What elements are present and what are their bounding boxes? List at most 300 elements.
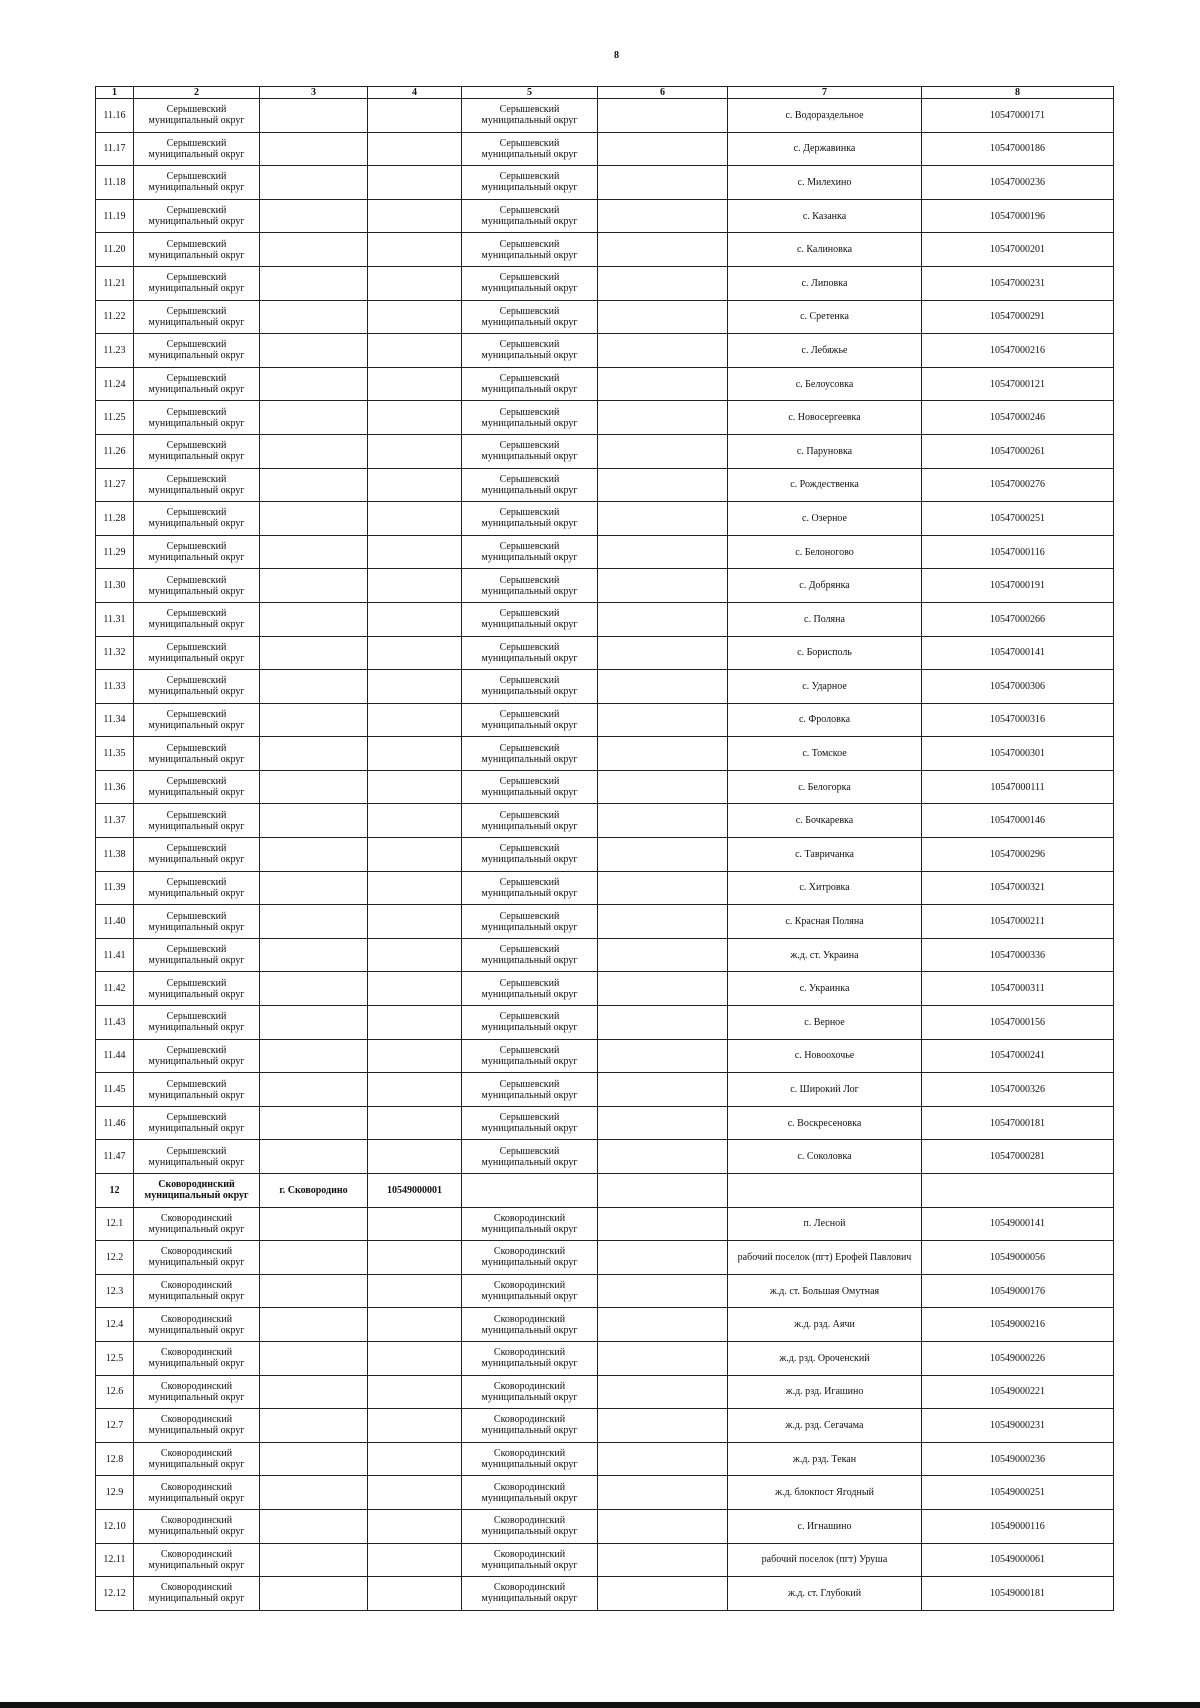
district-cell: Серышевский муниципальный округ bbox=[134, 367, 260, 401]
row-number: 11.24 bbox=[96, 367, 134, 401]
oktmo-code-cell: 10549000226 bbox=[922, 1341, 1114, 1375]
table-row bbox=[96, 804, 1114, 838]
municipality-cell: Сковородинский муниципальный округ bbox=[462, 1409, 598, 1443]
column-6-cell bbox=[598, 1308, 728, 1342]
settlement-name-cell: с. Новосергеевка bbox=[728, 401, 922, 435]
row-number: 12.12 bbox=[96, 1577, 134, 1611]
settlement-name-cell: ж.д. рзд. Игашино bbox=[728, 1375, 922, 1409]
district-cell: Серышевский муниципальный округ bbox=[134, 636, 260, 670]
municipality-cell: Серышевский муниципальный округ bbox=[462, 838, 598, 872]
column-6-cell bbox=[598, 569, 728, 603]
row-number: 11.28 bbox=[96, 502, 134, 536]
oktmo-code-cell: 10547000281 bbox=[922, 1140, 1114, 1174]
row-number: 11.44 bbox=[96, 1039, 134, 1073]
district-cell: Сковородинский муниципальный округ bbox=[134, 1409, 260, 1443]
settlement-name-cell: с. Белоусовка bbox=[728, 367, 922, 401]
row-number: 11.33 bbox=[96, 670, 134, 704]
table-row bbox=[96, 132, 1114, 166]
table-row bbox=[96, 602, 1114, 636]
admin-center-code-cell bbox=[368, 199, 462, 233]
admin-center-code-cell bbox=[368, 132, 462, 166]
admin-center-cell bbox=[260, 1476, 368, 1510]
admin-center-code-cell bbox=[368, 1409, 462, 1443]
row-number: 11.32 bbox=[96, 636, 134, 670]
column-6-cell bbox=[598, 266, 728, 300]
municipality-cell: Серышевский муниципальный округ bbox=[462, 804, 598, 838]
settlement-name-cell: ж.д. рзд. Текан bbox=[728, 1442, 922, 1476]
row-number: 11.35 bbox=[96, 737, 134, 771]
municipality-cell: Серышевский муниципальный округ bbox=[462, 468, 598, 502]
admin-center-cell bbox=[260, 166, 368, 200]
table-row bbox=[96, 905, 1114, 939]
row-number: 11.19 bbox=[96, 199, 134, 233]
table-row bbox=[96, 1409, 1114, 1443]
district-cell: Серышевский муниципальный округ bbox=[134, 972, 260, 1006]
municipality-cell: Серышевский муниципальный округ bbox=[462, 502, 598, 536]
district-cell: Серышевский муниципальный округ bbox=[134, 199, 260, 233]
row-number: 11.26 bbox=[96, 434, 134, 468]
row-number: 11.29 bbox=[96, 535, 134, 569]
row-number: 11.30 bbox=[96, 569, 134, 603]
district-cell: Сковородинский муниципальный округ bbox=[134, 1543, 260, 1577]
oktmo-code-cell: 10547000241 bbox=[922, 1039, 1114, 1073]
admin-center-cell bbox=[260, 535, 368, 569]
row-number: 11.38 bbox=[96, 838, 134, 872]
admin-center-cell bbox=[260, 737, 368, 771]
admin-center-cell bbox=[260, 972, 368, 1006]
settlement-name-cell: рабочий поселок (пгт) Ерофей Павлович bbox=[728, 1241, 922, 1275]
district-cell: Серышевский муниципальный округ bbox=[134, 334, 260, 368]
district-cell: Сковородинский муниципальный округ bbox=[134, 1577, 260, 1611]
municipality-cell: Сковородинский муниципальный округ bbox=[462, 1543, 598, 1577]
row-number: 11.42 bbox=[96, 972, 134, 1006]
settlement-name-cell: с. Верное bbox=[728, 1006, 922, 1040]
column-6-cell bbox=[598, 737, 728, 771]
admin-center-cell bbox=[260, 502, 368, 536]
table-row bbox=[96, 1241, 1114, 1275]
admin-center-cell bbox=[260, 1073, 368, 1107]
row-number: 11.18 bbox=[96, 166, 134, 200]
oktmo-code-cell: 10549000251 bbox=[922, 1476, 1114, 1510]
district-cell: Серышевский муниципальный округ bbox=[134, 938, 260, 972]
district-cell: Серышевский муниципальный округ bbox=[134, 838, 260, 872]
municipality-cell: Серышевский муниципальный округ bbox=[462, 1140, 598, 1174]
settlement-name-cell: с. Белогорка bbox=[728, 770, 922, 804]
column-6-cell bbox=[598, 166, 728, 200]
admin-center-code-cell bbox=[368, 1509, 462, 1543]
row-number: 12.11 bbox=[96, 1543, 134, 1577]
settlement-name-cell: с. Паруновка bbox=[728, 434, 922, 468]
row-number: 11.25 bbox=[96, 401, 134, 435]
oktmo-code-cell: 10547000276 bbox=[922, 468, 1114, 502]
municipality-cell: Серышевский муниципальный округ bbox=[462, 938, 598, 972]
settlement-name-cell: с. Ударное bbox=[728, 670, 922, 704]
settlement-name-cell: с. Озерное bbox=[728, 502, 922, 536]
table-body bbox=[96, 87, 1114, 1611]
municipality-cell: Серышевский муниципальный округ bbox=[462, 266, 598, 300]
admin-center-cell bbox=[260, 233, 368, 267]
municipality-cell: Серышевский муниципальный округ bbox=[462, 871, 598, 905]
row-number: 11.37 bbox=[96, 804, 134, 838]
table-row bbox=[96, 1341, 1114, 1375]
row-number: 11.40 bbox=[96, 905, 134, 939]
column-6-cell bbox=[598, 99, 728, 133]
table-row bbox=[96, 1006, 1114, 1040]
oktmo-code-cell: 10547000316 bbox=[922, 703, 1114, 737]
admin-center-cell bbox=[260, 1509, 368, 1543]
row-number: 12.7 bbox=[96, 1409, 134, 1443]
column-6-cell bbox=[598, 703, 728, 737]
admin-center-cell bbox=[260, 367, 368, 401]
district-cell: Серышевский муниципальный округ bbox=[134, 703, 260, 737]
admin-center-code-cell bbox=[368, 233, 462, 267]
district-cell: Серышевский муниципальный округ bbox=[134, 804, 260, 838]
admin-center-cell bbox=[260, 132, 368, 166]
table-row bbox=[96, 468, 1114, 502]
municipality-cell: Серышевский муниципальный округ bbox=[462, 569, 598, 603]
row-number: 11.47 bbox=[96, 1140, 134, 1174]
column-6-cell bbox=[598, 1274, 728, 1308]
row-number: 11.34 bbox=[96, 703, 134, 737]
admin-center-cell bbox=[260, 434, 368, 468]
oktmo-code-cell: 10547000196 bbox=[922, 199, 1114, 233]
district-cell: Серышевский муниципальный округ bbox=[134, 300, 260, 334]
municipality-cell: Серышевский муниципальный округ bbox=[462, 1006, 598, 1040]
district-cell: Сковородинский муниципальный округ bbox=[134, 1207, 260, 1241]
settlement-name-cell: рабочий поселок (пгт) Уруша bbox=[728, 1543, 922, 1577]
admin-center-cell bbox=[260, 770, 368, 804]
settlement-name-cell: с. Бочкаревка bbox=[728, 804, 922, 838]
table-row bbox=[96, 266, 1114, 300]
oktmo-code-cell: 10549000176 bbox=[922, 1274, 1114, 1308]
admin-center-code-cell bbox=[368, 602, 462, 636]
municipality-cell: Сковородинский муниципальный округ bbox=[462, 1274, 598, 1308]
column-6-cell bbox=[598, 1543, 728, 1577]
municipality-cell: Сковородинский муниципальный округ bbox=[462, 1341, 598, 1375]
row-number: 11.31 bbox=[96, 602, 134, 636]
admin-center-code-cell: 10549000001 bbox=[368, 1174, 462, 1208]
oktmo-code-cell: 10547000291 bbox=[922, 300, 1114, 334]
district-cell: Серышевский муниципальный округ bbox=[134, 602, 260, 636]
settlement-name-cell: ж.д. рзд. Аячи bbox=[728, 1308, 922, 1342]
district-cell: Серышевский муниципальный округ bbox=[134, 1140, 260, 1174]
table-row bbox=[96, 233, 1114, 267]
admin-center-cell bbox=[260, 300, 368, 334]
municipality-cell: Серышевский муниципальный округ bbox=[462, 636, 598, 670]
admin-center-code-cell bbox=[368, 434, 462, 468]
settlement-name-cell: п. Лесной bbox=[728, 1207, 922, 1241]
oktmo-code-cell: 10549000236 bbox=[922, 1442, 1114, 1476]
oktmo-code-cell: 10549000141 bbox=[922, 1207, 1114, 1241]
settlement-name-cell: с. Поляна bbox=[728, 602, 922, 636]
column-6-cell bbox=[598, 334, 728, 368]
row-number: 12.10 bbox=[96, 1509, 134, 1543]
district-cell: Сковородинский муниципальный округ bbox=[134, 1442, 260, 1476]
district-cell: Серышевский муниципальный округ bbox=[134, 434, 260, 468]
oktmo-code-cell: 10547000236 bbox=[922, 166, 1114, 200]
column-6-cell bbox=[598, 1174, 728, 1208]
admin-center-code-cell bbox=[368, 1375, 462, 1409]
settlement-name-cell: с. Державинка bbox=[728, 132, 922, 166]
column-6-cell bbox=[598, 1207, 728, 1241]
row-number: 12.1 bbox=[96, 1207, 134, 1241]
admin-center-code-cell bbox=[368, 1308, 462, 1342]
district-cell: Серышевский муниципальный округ bbox=[134, 266, 260, 300]
admin-center-code-cell bbox=[368, 1341, 462, 1375]
admin-center-code-cell bbox=[368, 1207, 462, 1241]
admin-center-code-cell bbox=[368, 1577, 462, 1611]
municipality-cell: Серышевский муниципальный округ bbox=[462, 233, 598, 267]
table-row bbox=[96, 770, 1114, 804]
municipality-cell: Серышевский муниципальный округ bbox=[462, 334, 598, 368]
municipality-cell: Сковородинский муниципальный округ bbox=[462, 1241, 598, 1275]
table-row bbox=[96, 99, 1114, 133]
table-row bbox=[96, 1476, 1114, 1510]
row-number: 12 bbox=[96, 1174, 134, 1208]
district-cell: Серышевский муниципальный округ bbox=[134, 871, 260, 905]
oktmo-code-cell: 10547000116 bbox=[922, 535, 1114, 569]
oktmo-code-cell: 10547000311 bbox=[922, 972, 1114, 1006]
column-6-cell bbox=[598, 1006, 728, 1040]
admin-center-cell bbox=[260, 1442, 368, 1476]
district-cell: Сковородинский муниципальный округ bbox=[134, 1476, 260, 1510]
oktmo-code-cell: 10549000216 bbox=[922, 1308, 1114, 1342]
table-row bbox=[96, 199, 1114, 233]
oktmo-code-cell: 10547000301 bbox=[922, 737, 1114, 771]
settlement-name-cell: с. Украинка bbox=[728, 972, 922, 1006]
row-number: 11.43 bbox=[96, 1006, 134, 1040]
settlement-name-cell: с. Рождественка bbox=[728, 468, 922, 502]
table-row bbox=[96, 1274, 1114, 1308]
settlement-name-cell: ж.д. блокпост Ягодный bbox=[728, 1476, 922, 1510]
column-6-cell bbox=[598, 367, 728, 401]
district-cell: Серышевский муниципальный округ bbox=[134, 905, 260, 939]
oktmo-code-cell: 10547000191 bbox=[922, 569, 1114, 603]
admin-center-cell bbox=[260, 1341, 368, 1375]
row-number: 11.22 bbox=[96, 300, 134, 334]
settlement-name-cell: с. Хитровка bbox=[728, 871, 922, 905]
admin-center-code-cell bbox=[368, 1073, 462, 1107]
column-6-cell bbox=[598, 1577, 728, 1611]
admin-center-cell bbox=[260, 99, 368, 133]
oktmo-code-cell: 10547000336 bbox=[922, 938, 1114, 972]
district-cell: Серышевский муниципальный округ bbox=[134, 1006, 260, 1040]
admin-center-code-cell bbox=[368, 535, 462, 569]
municipality-cell: Серышевский муниципальный округ bbox=[462, 1039, 598, 1073]
table-row bbox=[96, 502, 1114, 536]
municipality-cell: Серышевский муниципальный округ bbox=[462, 166, 598, 200]
admin-center-code-cell bbox=[368, 99, 462, 133]
row-number: 11.27 bbox=[96, 468, 134, 502]
admin-center-code-cell bbox=[368, 670, 462, 704]
settlement-name-cell: ж.д. рзд. Сегачама bbox=[728, 1409, 922, 1443]
settlement-name-cell: с. Водораздельное bbox=[728, 99, 922, 133]
admin-center-cell bbox=[260, 1207, 368, 1241]
municipality-cell: Серышевский муниципальный округ bbox=[462, 401, 598, 435]
admin-center-code-cell bbox=[368, 938, 462, 972]
admin-center-cell bbox=[260, 1006, 368, 1040]
admin-center-cell bbox=[260, 1274, 368, 1308]
district-cell: Серышевский муниципальный округ bbox=[134, 535, 260, 569]
oktmo-code-cell: 10547000141 bbox=[922, 636, 1114, 670]
table-row bbox=[96, 300, 1114, 334]
settlement-name-cell: с. Белоногово bbox=[728, 535, 922, 569]
table-row bbox=[96, 703, 1114, 737]
municipality-cell: Серышевский муниципальный округ bbox=[462, 300, 598, 334]
column-6-cell bbox=[598, 132, 728, 166]
admin-center-cell bbox=[260, 1106, 368, 1140]
column-6-cell bbox=[598, 1140, 728, 1174]
admin-center-cell bbox=[260, 1140, 368, 1174]
oktmo-code-cell: 10547000261 bbox=[922, 434, 1114, 468]
admin-center-cell bbox=[260, 334, 368, 368]
admin-center-cell bbox=[260, 703, 368, 737]
oktmo-code-cell: 10547000111 bbox=[922, 770, 1114, 804]
column-header: 4 bbox=[368, 87, 462, 99]
oktmo-code-cell: 10549000181 bbox=[922, 1577, 1114, 1611]
settlement-name-cell: с. Калиновка bbox=[728, 233, 922, 267]
admin-center-cell bbox=[260, 1241, 368, 1275]
admin-center-code-cell bbox=[368, 905, 462, 939]
table-row bbox=[96, 367, 1114, 401]
admin-center-code-cell bbox=[368, 334, 462, 368]
column-6-cell bbox=[598, 401, 728, 435]
column-6-cell bbox=[598, 1106, 728, 1140]
district-cell: Серышевский муниципальный округ bbox=[134, 1073, 260, 1107]
column-6-cell bbox=[598, 1039, 728, 1073]
table-row bbox=[96, 569, 1114, 603]
district-cell: Серышевский муниципальный округ bbox=[134, 770, 260, 804]
oktmo-code-cell: 10547000201 bbox=[922, 233, 1114, 267]
district-cell: Серышевский муниципальный округ bbox=[134, 737, 260, 771]
oktmo-code-cell: 10547000156 bbox=[922, 1006, 1114, 1040]
admin-center-code-cell bbox=[368, 266, 462, 300]
column-6-cell bbox=[598, 770, 728, 804]
column-6-cell bbox=[598, 972, 728, 1006]
table-row bbox=[96, 1039, 1114, 1073]
settlement-name-cell: с. Лебяжье bbox=[728, 334, 922, 368]
settlement-name-cell: с. Милехино bbox=[728, 166, 922, 200]
municipality-cell: Серышевский муниципальный округ bbox=[462, 770, 598, 804]
oktmo-code-cell: 10547000326 bbox=[922, 1073, 1114, 1107]
admin-center-cell bbox=[260, 670, 368, 704]
column-6-cell bbox=[598, 636, 728, 670]
column-6-cell bbox=[598, 233, 728, 267]
admin-center-code-cell bbox=[368, 367, 462, 401]
row-number: 12.3 bbox=[96, 1274, 134, 1308]
column-6-cell bbox=[598, 300, 728, 334]
column-6-cell bbox=[598, 199, 728, 233]
admin-center-code-cell bbox=[368, 703, 462, 737]
column-6-cell bbox=[598, 1409, 728, 1443]
column-6-cell bbox=[598, 1476, 728, 1510]
municipality-cell: Сковородинский муниципальный округ bbox=[462, 1375, 598, 1409]
column-6-cell bbox=[598, 1241, 728, 1275]
municipality-cell: Сковородинский муниципальный округ bbox=[462, 1509, 598, 1543]
table-row bbox=[96, 1375, 1114, 1409]
table-row bbox=[96, 871, 1114, 905]
admin-center-cell bbox=[260, 468, 368, 502]
oktmo-code-cell: 10547000121 bbox=[922, 367, 1114, 401]
settlement-name-cell: с. Борисполь bbox=[728, 636, 922, 670]
oktmo-code-cell: 10549000056 bbox=[922, 1241, 1114, 1275]
admin-center-cell bbox=[260, 602, 368, 636]
municipality-cell: Серышевский муниципальный округ bbox=[462, 670, 598, 704]
admin-center-code-cell bbox=[368, 300, 462, 334]
column-header: 8 bbox=[922, 87, 1114, 99]
settlement-name-cell: с. Соколовка bbox=[728, 1140, 922, 1174]
admin-center-cell bbox=[260, 804, 368, 838]
oktmo-code-cell: 10547000251 bbox=[922, 502, 1114, 536]
municipality-cell: Серышевский муниципальный округ bbox=[462, 905, 598, 939]
table-row bbox=[96, 1073, 1114, 1107]
table-row bbox=[96, 1174, 1114, 1208]
settlement-name-cell: с. Широкий Лог bbox=[728, 1073, 922, 1107]
admin-center-code-cell bbox=[368, 737, 462, 771]
column-header: 7 bbox=[728, 87, 922, 99]
admin-center-code-cell bbox=[368, 1006, 462, 1040]
column-6-cell bbox=[598, 905, 728, 939]
admin-center-cell bbox=[260, 938, 368, 972]
oktmo-code-cell: 10549000221 bbox=[922, 1375, 1114, 1409]
settlement-name-cell: ж.д. ст. Глубокий bbox=[728, 1577, 922, 1611]
page-number: 8 bbox=[614, 50, 619, 61]
settlement-name-cell: с. Тавричанка bbox=[728, 838, 922, 872]
table-row bbox=[96, 838, 1114, 872]
admin-center-code-cell bbox=[368, 770, 462, 804]
settlement-name-cell: с. Томское bbox=[728, 737, 922, 771]
oktmo-code-cell: 10547000181 bbox=[922, 1106, 1114, 1140]
district-cell: Сковородинский муниципальный округ bbox=[134, 1375, 260, 1409]
table-row bbox=[96, 1308, 1114, 1342]
admin-center-code-cell bbox=[368, 1106, 462, 1140]
oktmo-code-cell: 10549000231 bbox=[922, 1409, 1114, 1443]
row-number: 12.4 bbox=[96, 1308, 134, 1342]
municipality-cell: Сковородинский муниципальный округ bbox=[462, 1577, 598, 1611]
column-6-cell bbox=[598, 670, 728, 704]
row-number: 12.8 bbox=[96, 1442, 134, 1476]
oktmo-code-cell: 10547000211 bbox=[922, 905, 1114, 939]
municipality-cell: Серышевский муниципальный округ bbox=[462, 535, 598, 569]
column-header: 2 bbox=[134, 87, 260, 99]
admin-center-code-cell bbox=[368, 166, 462, 200]
column-number-row bbox=[96, 87, 1114, 99]
oktmo-code-cell: 10549000116 bbox=[922, 1509, 1114, 1543]
settlement-name-cell: с. Казанка bbox=[728, 199, 922, 233]
column-header: 5 bbox=[462, 87, 598, 99]
admin-center-cell bbox=[260, 1375, 368, 1409]
settlement-name-cell: с. Липовка bbox=[728, 266, 922, 300]
settlement-name-cell: ж.д. ст. Большая Омутная bbox=[728, 1274, 922, 1308]
settlement-name-cell: ж.д. ст. Украина bbox=[728, 938, 922, 972]
settlement-name-cell: ж.д. рзд. Ороченский bbox=[728, 1341, 922, 1375]
settlement-name-cell: с. Фроловка bbox=[728, 703, 922, 737]
municipality-cell: Серышевский муниципальный округ bbox=[462, 199, 598, 233]
municipality-cell: Серышевский муниципальный округ bbox=[462, 1073, 598, 1107]
table-row bbox=[96, 1106, 1114, 1140]
district-cell: Серышевский муниципальный округ bbox=[134, 233, 260, 267]
row-number: 12.2 bbox=[96, 1241, 134, 1275]
row-number: 11.39 bbox=[96, 871, 134, 905]
municipality-cell: Серышевский муниципальный округ bbox=[462, 1106, 598, 1140]
district-cell: Сковородинский муниципальный округ bbox=[134, 1308, 260, 1342]
municipality-cell: Серышевский муниципальный округ bbox=[462, 99, 598, 133]
oktmo-code-cell: 10547000171 bbox=[922, 99, 1114, 133]
admin-center-code-cell bbox=[368, 636, 462, 670]
oktmo-code-cell: 10547000231 bbox=[922, 266, 1114, 300]
column-header: 6 bbox=[598, 87, 728, 99]
admin-center-code-cell bbox=[368, 1241, 462, 1275]
